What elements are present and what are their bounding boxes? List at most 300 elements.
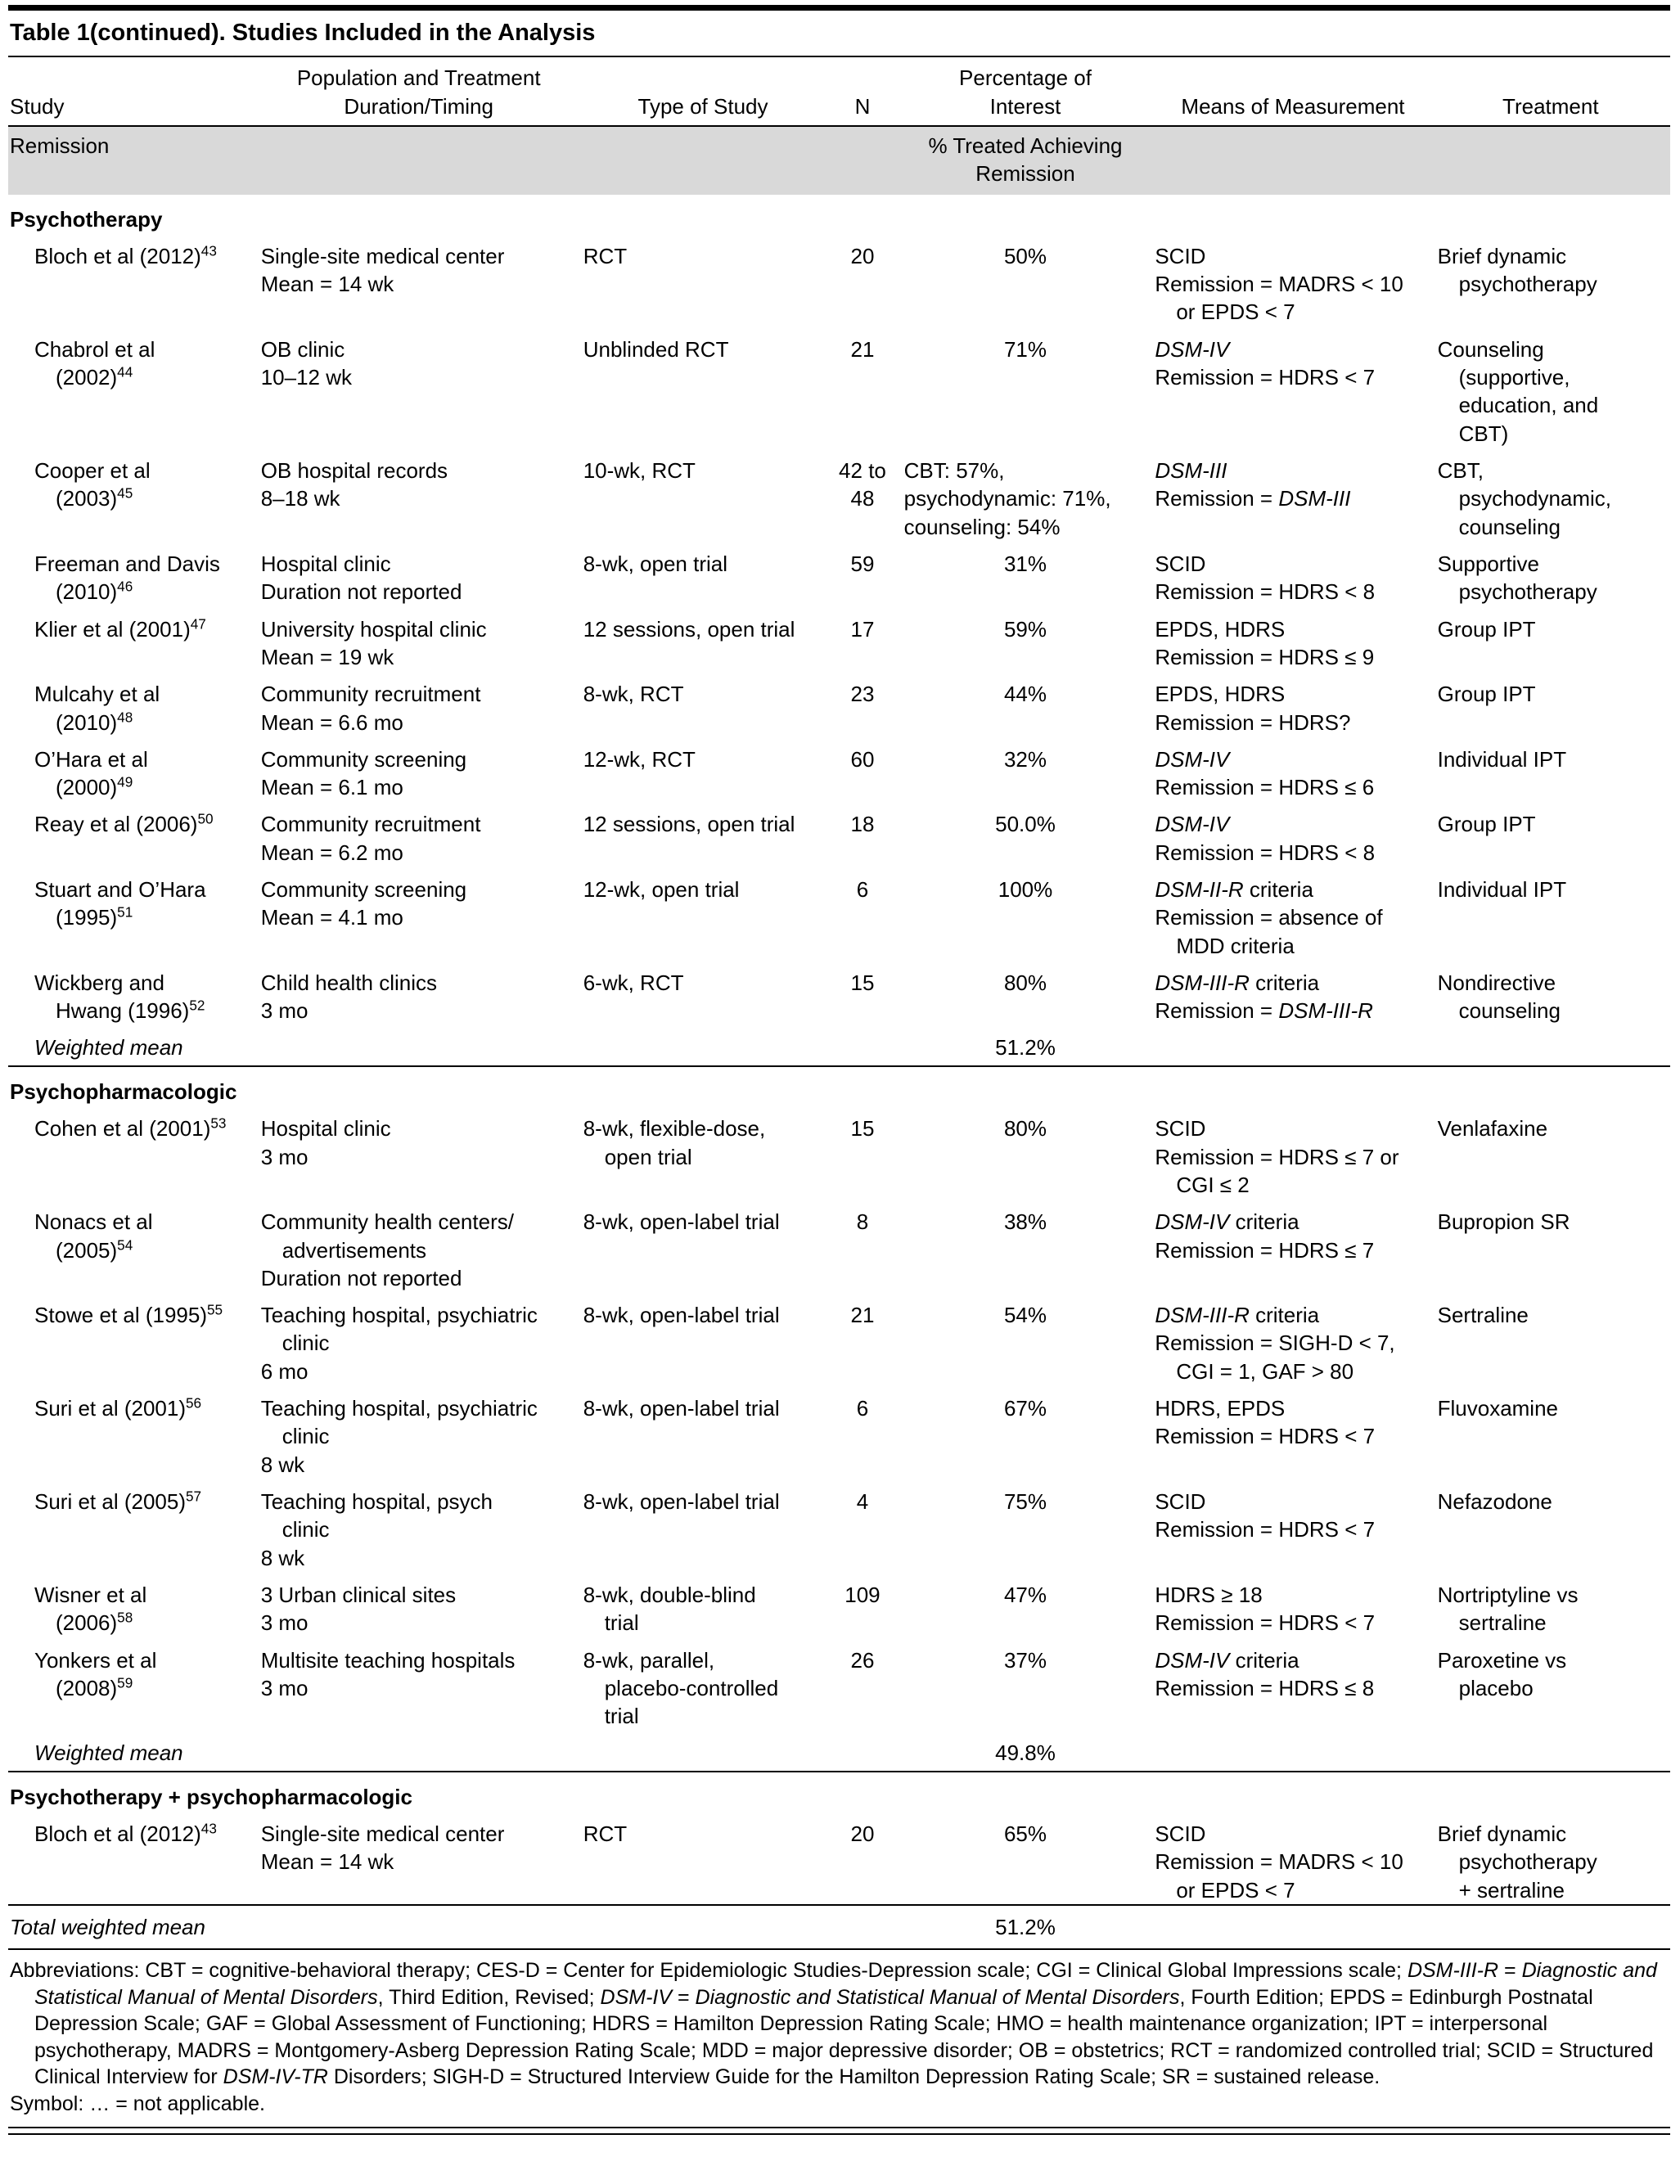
cell-type: [583, 960, 830, 1025]
cell-line: Nortriptyline vs: [1437, 1582, 1579, 1607]
section-row: [8, 1772, 1670, 1811]
cell-line: Teaching hospital, psychiatric: [260, 1303, 538, 1328]
cell-line: Mean = 6.2 mo: [260, 840, 403, 865]
column-header-line: Treatment: [1502, 93, 1599, 119]
cell-line: Single-site medical center: [260, 243, 505, 268]
section-heading: Psychotherapy + psychopharmacologic: [8, 1772, 1670, 1811]
section-heading: Psychopharmacologic: [8, 1066, 1670, 1106]
cell-line: O’Hara et al: [34, 746, 148, 772]
study-row: [8, 1199, 1670, 1292]
cell-treatment: [1438, 867, 1670, 960]
cell-line: 47%: [1003, 1582, 1047, 1607]
cell-line: Nefazodone: [1437, 1489, 1552, 1515]
cell-line: 8-wk, RCT: [583, 682, 684, 707]
cell-study: [8, 1292, 261, 1385]
cell-line: 17: [850, 616, 875, 642]
cell-pop: [261, 736, 583, 802]
bottom-rule-line-2: [8, 2133, 1670, 2135]
cell-means: [1155, 671, 1437, 736]
cell-line: 42 to: [839, 458, 886, 484]
cell-line: 54%: [1003, 1303, 1047, 1328]
header-row: [8, 57, 1670, 126]
cell-type: [583, 541, 830, 606]
cell-line: 3 mo: [260, 1144, 309, 1169]
column-header-study: [8, 57, 261, 126]
cell-line: Klier et al $(2001)^{47}$: [34, 615, 206, 642]
cell-n: [829, 233, 902, 326]
cell-means: [1155, 1385, 1437, 1479]
cell-treatment: [1438, 326, 1670, 448]
cell-line: 20: [850, 1822, 875, 1847]
band-measure-label: [903, 126, 1155, 195]
cell-study: [8, 867, 261, 960]
cell-line: CGI = 1, GAF > 80: [1176, 1358, 1354, 1384]
cell-study: [8, 1637, 261, 1731]
study-row: [8, 606, 1670, 672]
cell-line: sertraline: [1458, 1610, 1547, 1636]
cell-line: Freeman and Davis: [34, 551, 220, 576]
cell-means: [1155, 1479, 1437, 1572]
summary-value: 49.8%: [995, 1740, 1056, 1765]
cell-type: [583, 1199, 830, 1292]
cell-line: 37%: [1003, 1647, 1047, 1673]
cell-line: trial: [604, 1704, 639, 1729]
cell-line: 10–12 wk: [260, 365, 353, 390]
cell-line: 8–18 wk: [260, 486, 340, 511]
cell-line: Remission = HDRS < 7: [1155, 1610, 1376, 1636]
table-head: [8, 57, 1670, 126]
cell-treatment: [1438, 606, 1670, 672]
cell-line: psychotherapy: [1458, 579, 1597, 605]
cell-line: SCID: [1155, 243, 1206, 268]
cell-line: 75%: [1003, 1489, 1047, 1515]
cell-line: Mean = 14 wk: [260, 272, 394, 297]
study-row: [8, 1292, 1670, 1385]
cell-line: Teaching hospital, psychiatric: [260, 1396, 538, 1421]
cell-line: $(2006)^{58}$: [56, 1609, 133, 1636]
cell-line: 12-wk, open trial: [583, 877, 740, 903]
cell-line: Duration not reported: [260, 1265, 462, 1290]
cell-line: Nonacs et al: [34, 1209, 153, 1235]
cell-line: University hospital clinic: [260, 616, 487, 642]
cell-study: [8, 541, 261, 606]
cell-line: 12 sessions, open trial: [583, 812, 795, 837]
cell-line: Remission = absence of: [1155, 905, 1383, 930]
cell-line: Reay et al $(2006)^{50}$: [34, 810, 214, 837]
study-row: [8, 1385, 1670, 1479]
column-header-treatment: [1438, 57, 1670, 126]
cell-line: Remission = HDRS ≤ 9: [1155, 644, 1375, 669]
cell-pop: [261, 1199, 583, 1292]
cell-n: [829, 326, 902, 448]
cell-line: Individual IPT: [1437, 746, 1567, 772]
cell-line: DSM-II-R criteria: [1155, 877, 1313, 903]
cell-pop: [261, 541, 583, 606]
study-row: [8, 1811, 1670, 1905]
cell-means: [1155, 541, 1437, 606]
cell-line: clinic: [282, 1517, 330, 1542]
cell-line: Bloch et al $(2012)^{43}$: [34, 242, 217, 268]
cell-line: clinic: [282, 1331, 330, 1356]
cell-line: 6: [856, 1396, 869, 1421]
cell-line: Multisite teaching hospitals: [260, 1647, 516, 1673]
cell-n: [829, 606, 902, 672]
cell-treatment: [1438, 1292, 1670, 1385]
cell-type: [583, 801, 830, 867]
cell-line: DSM-III: [1155, 458, 1227, 484]
cell-line: 80%: [1003, 1116, 1047, 1142]
cell-line: 48: [850, 486, 875, 511]
cell-line: education, and: [1458, 393, 1599, 418]
cell-line: RCT: [583, 1822, 628, 1847]
cell-line: Stuart and O’Hara: [34, 877, 206, 903]
column-header-means: [1155, 57, 1437, 126]
cell-line: 60: [850, 746, 875, 772]
cell-line: OB clinic: [260, 336, 345, 362]
cell-pop: [261, 1479, 583, 1572]
cell-line: (supportive,: [1458, 365, 1570, 390]
cell-pct: [903, 448, 1155, 541]
bottom-rule-line-1: [8, 2127, 1670, 2128]
study-row: [8, 1637, 1670, 1731]
section-row: [8, 195, 1670, 233]
cell-type: [583, 233, 830, 326]
cell-pop: [261, 1385, 583, 1479]
cell-line: 8-wk, double-blind: [583, 1582, 756, 1607]
cell-line: Bupropion SR: [1437, 1209, 1570, 1235]
cell-line: 59%: [1003, 616, 1047, 642]
cell-line: 59: [850, 551, 875, 576]
cell-line: RCT: [583, 243, 628, 268]
cell-study: [8, 1199, 261, 1292]
column-header-pct: [903, 57, 1155, 126]
cell-line: Remission = MADRS < 10: [1155, 1849, 1403, 1875]
cell-line: 6: [856, 877, 869, 903]
cell-n: [829, 671, 902, 736]
cell-means: [1155, 1292, 1437, 1385]
cell-line: CGI ≤ 2: [1176, 1172, 1250, 1197]
cell-line: Remission = DSM-III: [1155, 486, 1351, 511]
cell-line: 8: [856, 1209, 869, 1235]
band-label: Remission: [8, 126, 903, 195]
cell-line: 8-wk, open-label trial: [583, 1489, 780, 1515]
cell-type: [583, 1292, 830, 1385]
cell-means: [1155, 1106, 1437, 1199]
cell-pct: [903, 801, 1155, 867]
cell-n: [829, 1385, 902, 1479]
cell-line: 10-wk, RCT: [583, 458, 696, 484]
cell-line: HDRS ≥ 18: [1155, 1582, 1263, 1607]
column-header-line: Percentage of: [959, 65, 1092, 91]
cell-line: Remission = DSM-III-R: [1155, 998, 1373, 1024]
cell-type: [583, 1637, 830, 1731]
cell-pop: [261, 867, 583, 960]
cell-n: [829, 448, 902, 541]
cell-line: placebo: [1458, 1675, 1534, 1700]
cell-line: Mulcahy et al: [34, 682, 160, 707]
column-header-pop: [261, 57, 583, 126]
cell-treatment: [1438, 541, 1670, 606]
cell-line: Chabrol et al: [34, 336, 155, 362]
cell-line: Remission = HDRS < 7: [1155, 1517, 1376, 1542]
cell-line: DSM-III-R criteria: [1155, 1303, 1320, 1328]
cell-line: Individual IPT: [1437, 877, 1567, 903]
cell-line: 15: [850, 1116, 875, 1142]
cell-line: or EPDS < 7: [1176, 299, 1295, 325]
cell-line: Mean = 6.6 mo: [260, 709, 403, 735]
cell-pop: [261, 1292, 583, 1385]
cell-pop: [261, 448, 583, 541]
band-fill: [1155, 126, 1670, 195]
cell-treatment: [1438, 801, 1670, 867]
cell-line: Mean = 6.1 mo: [260, 775, 403, 800]
cell-treatment: [1438, 1199, 1670, 1292]
cell-means: [1155, 1199, 1437, 1292]
cell-line: SCID: [1155, 551, 1206, 576]
cell-line: Remission = HDRS ≤ 7: [1155, 1237, 1375, 1263]
cell-line: DSM-IV: [1155, 746, 1230, 772]
cell-treatment: [1438, 1385, 1670, 1479]
cell-type: [583, 1572, 830, 1637]
cell-treatment: [1438, 671, 1670, 736]
cell-line: 26: [850, 1647, 875, 1673]
cell-line: Brief dynamic: [1437, 243, 1567, 268]
cell-study: [8, 1479, 261, 1572]
total-row: [8, 1905, 1670, 1948]
column-header-line: Duration/Timing: [344, 93, 493, 119]
study-row: [8, 326, 1670, 448]
cell-line: Cooper et al: [34, 458, 151, 484]
cell-treatment: [1438, 1811, 1670, 1905]
cell-means: [1155, 1572, 1437, 1637]
cell-means: [1155, 233, 1437, 326]
cell-line: 8-wk, open-label trial: [583, 1303, 780, 1328]
cell-pct: [903, 671, 1155, 736]
cell-line: Remission = HDRS?: [1155, 709, 1351, 735]
cell-line: 18: [850, 812, 875, 837]
cell-line: + sertraline: [1458, 1877, 1565, 1903]
cell-line: Community recruitment: [260, 682, 481, 707]
cell-line: DSM-IV criteria: [1155, 1209, 1299, 1235]
cell-line: open trial: [604, 1144, 692, 1169]
cell-pct: [903, 1106, 1155, 1199]
cell-treatment: [1438, 448, 1670, 541]
cell-line: 67%: [1003, 1396, 1047, 1421]
cell-n: [829, 1106, 902, 1199]
cell-line: 31%: [1003, 551, 1047, 576]
study-row: [8, 671, 1670, 736]
cell-line: Fluvoxamine: [1437, 1396, 1559, 1421]
study-row: [8, 1106, 1670, 1199]
cell-study: [8, 606, 261, 672]
summary-label: Weighted mean: [34, 1034, 183, 1060]
cell-n: [829, 960, 902, 1025]
cell-line: Supportive: [1437, 551, 1539, 576]
cell-line: Community recruitment: [260, 812, 481, 837]
cell-line: 38%: [1003, 1209, 1047, 1235]
cell-line: Paroxetine vs: [1437, 1647, 1567, 1673]
cell-study: [8, 736, 261, 802]
cell-line: 8-wk, open-label trial: [583, 1396, 780, 1421]
cell-line: Sertraline: [1437, 1303, 1529, 1328]
cell-line: Remission = HDRS ≤ 7 or: [1155, 1144, 1399, 1169]
cell-line: 12 sessions, open trial: [583, 616, 795, 642]
cell-n: [829, 801, 902, 867]
cell-line: $(2008)^{59}$: [56, 1674, 133, 1700]
cell-line: 3 Urban clinical sites: [260, 1582, 457, 1607]
cell-line: SCID: [1155, 1822, 1206, 1847]
cell-line: Bloch et al $(2012)^{43}$: [34, 1820, 217, 1847]
column-header-type: [583, 57, 830, 126]
cell-line: EPDS, HDRS: [1155, 682, 1286, 707]
cell-line: Counseling: [1437, 336, 1544, 362]
cell-line: 80%: [1003, 970, 1047, 996]
table-title-bar: [8, 5, 1670, 57]
cell-pop: [261, 960, 583, 1025]
cell-pct: [903, 960, 1155, 1025]
cell-pop: [261, 671, 583, 736]
cell-means: [1155, 326, 1437, 448]
cell-line: Remission = HDRS < 8: [1155, 579, 1376, 605]
column-header-line: N: [854, 93, 871, 119]
cell-pop: [261, 233, 583, 326]
summary-row: [8, 1731, 1670, 1772]
remission-band: [8, 126, 1670, 195]
cell-line: Unblinded RCT: [583, 336, 729, 362]
cell-line: Suri et al $(2005)^{57}$: [34, 1488, 202, 1515]
cell-line: psychodynamic: 71%,: [903, 486, 1111, 511]
cell-line: Remission = SIGH-D < 7,: [1155, 1331, 1395, 1356]
cell-line: Cohen et al $(2001)^{53}$: [34, 1115, 227, 1142]
cell-line: Remission = HDRS < 7: [1155, 1424, 1376, 1449]
cell-line: 100%: [998, 877, 1053, 903]
cell-n: [829, 541, 902, 606]
cell-study: [8, 671, 261, 736]
bottom-rule: [8, 2127, 1670, 2135]
study-row: [8, 541, 1670, 606]
cell-line: CBT): [1458, 421, 1509, 446]
cell-line: Group IPT: [1437, 682, 1536, 707]
cell-type: [583, 1106, 830, 1199]
cell-means: [1155, 801, 1437, 867]
cell-line: Child health clinics: [260, 970, 438, 996]
cell-line: Nondirective: [1437, 970, 1556, 996]
cell-line: DSM-III-R criteria: [1155, 970, 1320, 996]
cell-line: DSM-IV: [1155, 336, 1230, 362]
cell-type: [583, 606, 830, 672]
cell-line: Teaching hospital, psych: [260, 1489, 493, 1515]
cell-pct: [903, 233, 1155, 326]
total-label: Total weighted mean: [8, 1905, 903, 1948]
cell-study: [8, 1572, 261, 1637]
cell-treatment: [1438, 1479, 1670, 1572]
summary-fill: [1155, 1731, 1670, 1772]
cell-study: [8, 1811, 261, 1905]
cell-pop: [261, 606, 583, 672]
cell-line: 21: [850, 1303, 875, 1328]
section-row: [8, 1066, 1670, 1106]
column-header-line: Interest: [989, 93, 1061, 119]
cell-type: [583, 671, 830, 736]
cell-line: 44%: [1003, 682, 1047, 707]
cell-pct: [903, 606, 1155, 672]
cell-line: 8-wk, parallel,: [583, 1647, 715, 1673]
cell-line: 8 wk: [260, 1452, 305, 1477]
cell-line: 3 mo: [260, 1675, 309, 1700]
cell-line: Suri et al $(2001)^{56}$: [34, 1394, 202, 1421]
cell-line: 4: [856, 1489, 869, 1515]
cell-pct: [903, 1811, 1155, 1905]
cell-line: Remission = HDRS ≤ 6: [1155, 775, 1375, 800]
total-fill: [1155, 1905, 1670, 1948]
summary-label: Weighted mean: [34, 1740, 183, 1765]
cell-means: [1155, 448, 1437, 541]
cell-line: clinic: [282, 1424, 330, 1449]
cell-pct: [903, 867, 1155, 960]
cell-line: Group IPT: [1437, 616, 1536, 642]
cell-line: 8 wk: [260, 1545, 305, 1570]
cell-type: [583, 1811, 830, 1905]
cell-treatment: [1438, 233, 1670, 326]
cell-line: 50%: [1003, 243, 1047, 268]
study-row: [8, 867, 1670, 960]
cell-pct: [903, 1385, 1155, 1479]
cell-n: [829, 1811, 902, 1905]
cell-means: [1155, 867, 1437, 960]
table-title: Table 1(continued). Studies Included in the Analysis: [10, 20, 596, 46]
cell-line: Community health centers/: [260, 1209, 514, 1235]
cell-line: Remission = HDRS ≤ 8: [1155, 1675, 1375, 1700]
cell-study: [8, 960, 261, 1025]
column-header-line: Type of Study: [637, 93, 768, 119]
study-row: [8, 960, 1670, 1025]
cell-pct: [903, 1199, 1155, 1292]
cell-type: [583, 736, 830, 802]
cell-study: [8, 1385, 261, 1479]
cell-treatment: [1438, 736, 1670, 802]
cell-line: Hwang $(1996)^{52}$: [56, 997, 205, 1024]
cell-line: Community screening: [260, 877, 467, 903]
cell-line: Hospital clinic: [260, 551, 391, 576]
cell-line: 8-wk, flexible-dose,: [583, 1116, 766, 1142]
studies-table: [8, 57, 1670, 1948]
cell-line: $(2003)^{45}$: [56, 484, 133, 511]
cell-n: [829, 1199, 902, 1292]
cell-line: $(2002)^{44}$: [56, 363, 133, 390]
cell-n: [829, 736, 902, 802]
cell-line: HDRS, EPDS: [1155, 1396, 1286, 1421]
cell-line: SCID: [1155, 1489, 1206, 1515]
cell-line: $(1995)^{51}$: [56, 903, 133, 930]
cell-line: EPDS, HDRS: [1155, 616, 1286, 642]
cell-line: Mean = 4.1 mo: [260, 905, 403, 930]
cell-means: [1155, 736, 1437, 802]
cell-line: 65%: [1003, 1822, 1047, 1847]
cell-line: psychodynamic,: [1458, 486, 1612, 511]
cell-line: CBT: 57%,: [903, 458, 1005, 484]
cell-line: Remission = MADRS < 10: [1155, 272, 1403, 297]
cell-line: 6-wk, RCT: [583, 970, 684, 996]
abbreviations-note: Abbreviations: CBT = cognitive-behavioral therapy; CES-D = Center for Epidemiologic Studies-Depression scale; CGI = Clinical Global Impressions scale; DSM-III-R = Diagnostic and Statistical Manual of Mental Disorders, Third Edition, Revised; DSM-IV = Diagnostic and Statistical Manual of Mental Disorders, Fourth Edition; EPDS = Edinburgh Postnatal Depression Scale; GAF = Global Assessment of Functioning; HDRS = Hamilton Depression Rating Scale; HMO = health maintenance organization; IPT = interpersonal psychotherapy, MADRS = Montgomery-Asberg Depression Rating Scale; MDD = major depressive disorder; OB = obstetrics; RCT = randomized controlled trial; SCID = Structured Clinical Interview for DSM-IV-TR Disorders; SIGH-D = Structured Interview Guide for the Hamilton Depression Rating Scale; SR = sustained release.: [10, 1959, 1657, 2089]
band-measure-line: % Treated Achieving: [928, 133, 1123, 158]
cell-pop: [261, 1572, 583, 1637]
summary-value: 51.2%: [995, 1034, 1056, 1060]
cell-line: Venlafaxine: [1437, 1116, 1548, 1142]
cell-line: 109: [845, 1582, 881, 1607]
cell-treatment: [1438, 1106, 1670, 1199]
cell-type: [583, 448, 830, 541]
symbol-note: Symbol: … = not applicable.: [10, 2092, 265, 2115]
